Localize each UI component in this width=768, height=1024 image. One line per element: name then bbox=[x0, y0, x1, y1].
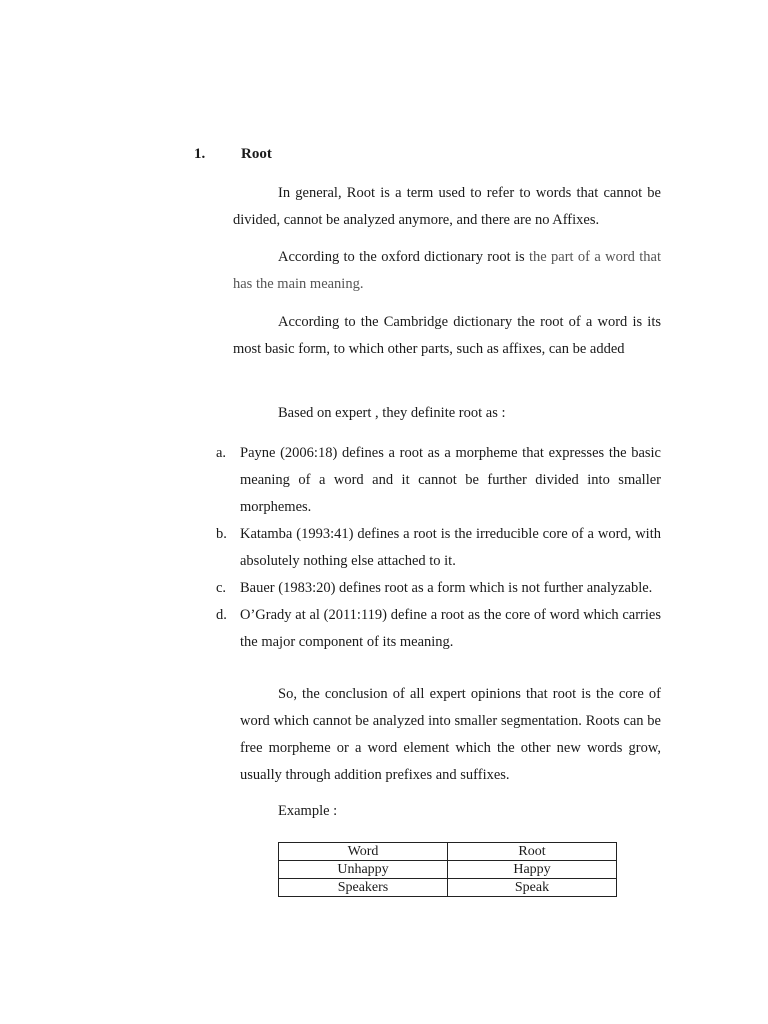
table-header-row bbox=[279, 843, 617, 861]
column-header-word: Word bbox=[279, 843, 448, 861]
list-marker: b. bbox=[216, 526, 227, 542]
list-item bbox=[216, 440, 661, 521]
table-cell-root: Speak bbox=[448, 879, 617, 897]
list-item-text: Bauer (1983:20) defines root as a form which is not further analyzable. bbox=[240, 580, 653, 596]
list-marker: c. bbox=[216, 580, 227, 596]
table-cell-root: Happy bbox=[448, 861, 617, 879]
column-header-root: Root bbox=[448, 843, 617, 861]
list-item-text: O’Grady at al (2011:119) define a root as the core of word which carries the major component of its meaning. bbox=[240, 607, 661, 650]
experts-intro-paragraph: Based on expert , they definite root as : bbox=[278, 405, 506, 421]
intro-paragraph: In general, Root is a term used to refer to words that cannot be divided, cannot be analyzed anymore, and there are no Affixes. bbox=[233, 185, 661, 228]
list-marker: d. bbox=[216, 607, 227, 623]
table-cell-word: Unhappy bbox=[279, 861, 448, 879]
list-item-text: Payne (2006:18) defines a root as a morpheme that expresses the basic meaning of a word and it cannot be further divided into smaller morphemes. bbox=[240, 445, 661, 515]
conclusion-paragraph: So, the conclusion of all expert opinions that root is the core of word which cannot be analyzed into smaller segmentation. Roots can be free morpheme or a word element which the other new words grow, usually through addition prefixes and suffixes. bbox=[240, 686, 661, 783]
table-cell-word: Speakers bbox=[279, 879, 448, 897]
list-marker: a. bbox=[216, 445, 227, 461]
table-row bbox=[279, 861, 617, 879]
example-table bbox=[278, 842, 617, 897]
expert-definitions-list bbox=[216, 440, 661, 656]
section-title: Root bbox=[241, 146, 272, 162]
list-item bbox=[216, 521, 661, 575]
example-label: Example : bbox=[278, 803, 338, 819]
list-item-text: Katamba (1993:41) defines a root is the irreducible core of a word, with absolutely nothing else attached to it. bbox=[240, 526, 661, 569]
oxford-prefix: According to the oxford dictionary root is bbox=[278, 249, 529, 265]
list-item bbox=[216, 602, 661, 656]
cambridge-paragraph: According to the Cambridge dictionary the root of a word is its most basic form, to which other parts, such as affixes, can be added bbox=[233, 314, 661, 357]
section-number: 1. bbox=[194, 146, 206, 162]
table-row bbox=[279, 879, 617, 897]
oxford-quote: the part of a word that has the main meaning. bbox=[233, 249, 661, 292]
list-item bbox=[216, 575, 661, 602]
oxford-paragraph bbox=[233, 244, 661, 298]
